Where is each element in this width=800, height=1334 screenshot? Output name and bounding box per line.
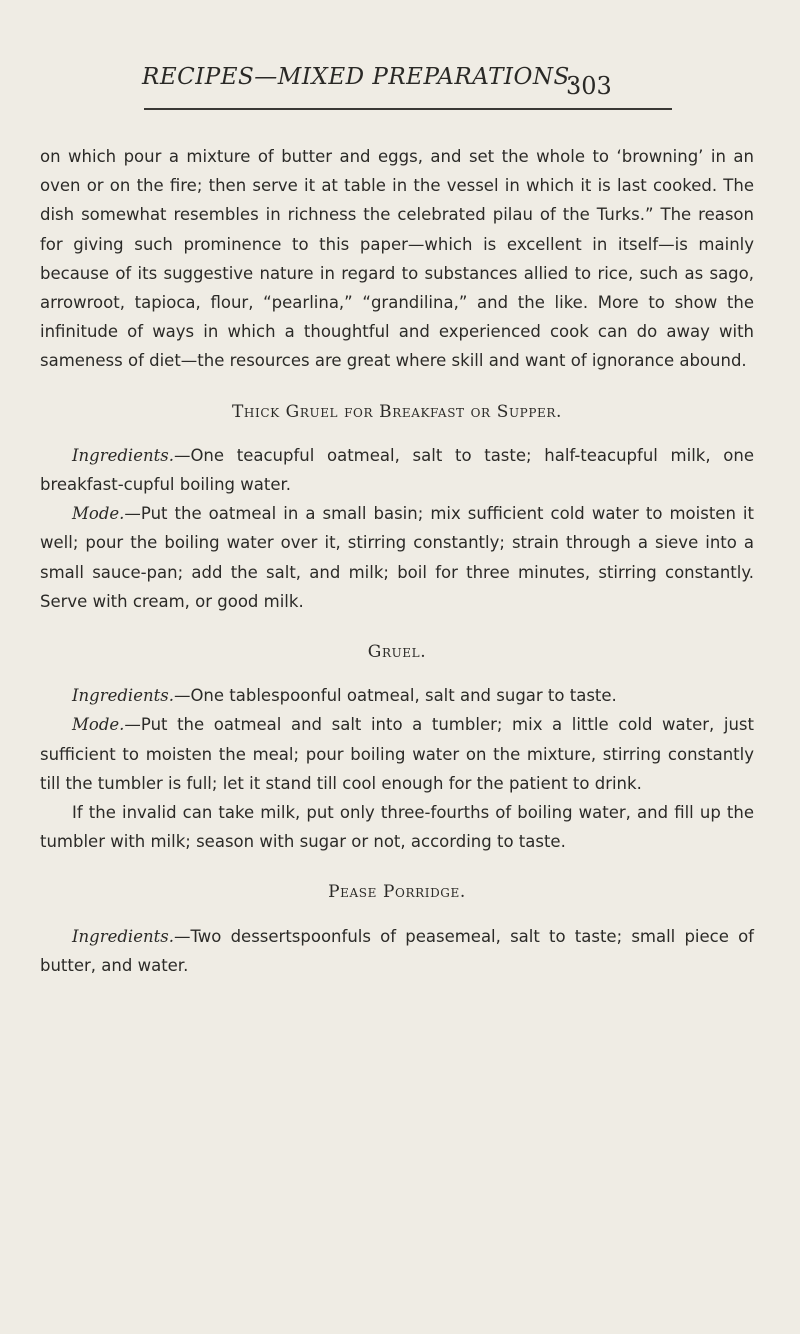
- recipe-title-thick-gruel: Thick Gruel for Breakfast or Supper.: [231, 401, 563, 422]
- ingredients-text: —One teacupful oatmeal, salt to taste; half-teacupful milk, one breakfast-cupful boiling water.: [40, 445, 754, 495]
- running-title: RECIPES—MIXED PREPARATIONS.: [142, 64, 577, 90]
- mode-label: Mode.: [72, 715, 125, 735]
- mode-label: Mode.: [72, 504, 125, 524]
- running-head: [0, 42, 800, 102]
- page-body: [40, 142, 754, 980]
- ingredients-label: Ingredients.: [72, 926, 174, 946]
- mode-text: —Put the oatmeal and salt into a tumbler; mix a little cold water, just sufficient to moisten the meal; pour boiling water on the mixture, stirring constantly till the tumbler is full; let it stand till cool enough for the patient to drink.: [40, 715, 754, 793]
- gruel-mode: [40, 710, 754, 798]
- mode-text: —Put the oatmeal in a small basin; mix sufficient cold water to moisten it well; pour the boiling water over it, stirring constantly; strain through a sieve into a small sauce-pan; add the salt, and milk; boil for three minutes, stirring constantly. Serve with cream, or good milk.: [40, 504, 754, 611]
- gruel-note: If the invalid can take milk, put only three-fourths of boiling water, and fill up the tumbler with milk; season with sugar or not, according to taste.: [40, 803, 754, 852]
- recipe-title-gruel: Gruel.: [367, 642, 427, 663]
- ingredients-text: —Two dessertspoonfuls of peasemeal, salt to taste; small piece of butter, and water.: [40, 926, 754, 975]
- ingredients-label: Ingredients.: [72, 686, 174, 706]
- ingredients-text: —One tablespoonful oatmeal, salt and sugar to taste.: [173, 686, 617, 706]
- continued-paragraph: on which pour a mixture of butter and eggs, and set the whole to ‘browning’ in an oven or on the fire; then serve it at table in the vessel in which it is last cooked. The dish somewhat resembles in richness the celebrated pilau of the Turks.” The reason for giving such prominence to this paper—which is excellent in itself—is mainly because of its suggestive nature in regard to substances allied to rice, such as sago, arrowroot, tapioca, flour, “pearlina,” “grandilina,” and the like. More to show the infinitude of ways in which a thoughtful and experienced cook can do away with sameness of diet—the resources are great where skill and want of ignorance abound.: [40, 147, 754, 371]
- page-number: 303: [566, 72, 612, 100]
- pease-porridge-ingredients: [40, 922, 754, 980]
- header-rule: [144, 108, 672, 110]
- thick-gruel-mode: [40, 499, 754, 616]
- recipe-title-pease-porridge: Pease Porridge.: [328, 882, 466, 903]
- thick-gruel-ingredients: [40, 441, 754, 499]
- ingredients-label: Ingredients.: [72, 445, 174, 465]
- gruel-ingredients: [40, 681, 754, 710]
